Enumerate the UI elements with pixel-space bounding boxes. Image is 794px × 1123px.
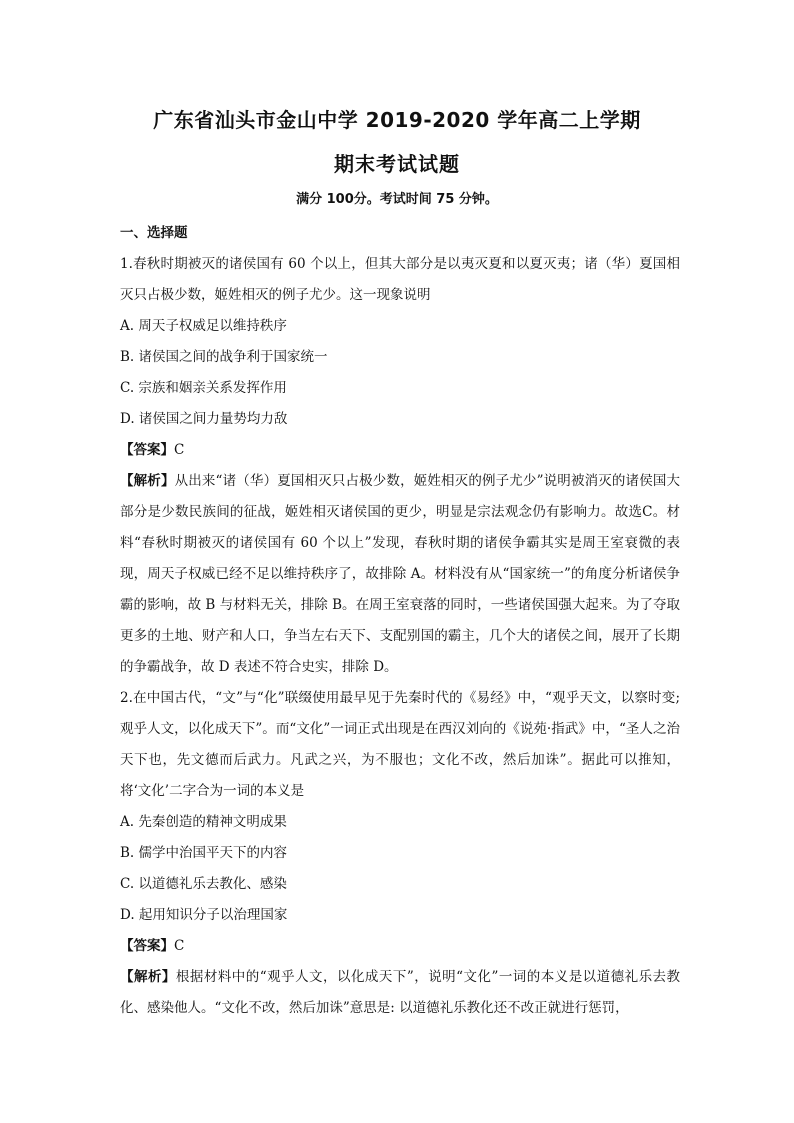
question-2-option-c: C. 以道德礼乐去教化、感染: [120, 876, 287, 892]
document-title-line1: 广东省汕头市金山中学 2019-2020 学年高二上学期: [153, 108, 641, 132]
question-2-option-d: D. 起用知识分子以治理国家: [120, 907, 288, 923]
document-body: [120, 218, 680, 1024]
analysis-tag: 【解析】: [120, 969, 176, 985]
exam-info: 满分 100分。考试时间 75 分钟。: [296, 192, 498, 207]
question-1-analysis: [120, 466, 680, 683]
question-1-option-c: C. 宗族和姻亲关系发挥作用: [120, 380, 287, 396]
question-2-analysis: [120, 962, 680, 1024]
question-2-answer: [120, 931, 680, 962]
answer-value: C: [174, 938, 185, 954]
analysis-text: 从出来“诸（华）夏国相灭只占极少数，姬姓相灭的例子尤少”说明被消灭的诸侯国大部分是少数民族间的征战，姬姓相灭诸侯国的更少，明显是宗法观念仍有影响力。故选C。材料“春秋时期被灭的诸侯国有 60 个以上”发现，春秋时期的诸侯争霸其实是周王室衰微的表现，周天子权威已经不足以维持秩序了，故排除 A。材料没有从“国家统一”的角度分析诸侯争霸的影响，故 B 与材料无关，排除 B。在周王室衰落的同时，一些诸侯国强大起来。为了夺取更多的土地、财产和人口，争当左右天下、支配别国的霸主，几个大的诸侯之间，展开了长期的争霸战争，故 D 表述不符合史实，排除 D。: [120, 473, 680, 675]
question-1-option-b: B. 诸侯国之间的战争利于国家统一: [120, 349, 328, 365]
question-1-option-a: A. 周天子权威足以维持秩序: [120, 318, 287, 334]
question-2-stem: 2.在中国古代，“文”与“化”联缀使用最早见于先秦时代的《易经》中，“观乎天文，以察时变; 观乎人文，以化成天下”。而“文化”一词正式出现是在西汉刘向的《说苑·指武》中，“圣人之治天下也，先文德而后武力。凡武之兴，为不服也；文化不改，然后加诛”。据此可以推知，将‘文化’二字合为一词的本义是: [120, 690, 680, 799]
question-1-option-d: D. 诸侯国之间力量势均力敌: [120, 411, 288, 427]
section-heading: 一、选择题: [120, 225, 188, 241]
question-1-answer: [120, 435, 680, 466]
answer-value: C: [174, 442, 185, 458]
answer-tag: 【答案】: [120, 442, 174, 458]
question-2-option-a: A. 先秦创造的精神文明成果: [120, 814, 287, 830]
question-2-option-b: B. 儒学中治国平天下的内容: [120, 845, 288, 861]
analysis-text: 根据材料中的“观乎人文，以化成天下”，说明“文化”一词的本义是以道德礼乐去教化、感染他人。“文化不改，然后加诛”意思是: 以道德礼乐教化还不改正就进行惩罚，: [120, 969, 681, 1016]
question-1-stem: 1.春秋时期被灭的诸侯国有 60 个以上，但其大部分是以夷灭夏和以夏灭夷；诸（华）夏国相灭只占极少数，姬姓相灭的例子尤少。这一现象说明: [120, 256, 680, 303]
analysis-tag: 【解析】: [120, 473, 175, 489]
document-title-line2: 期末考试试题: [334, 152, 460, 176]
answer-tag: 【答案】: [120, 938, 174, 954]
